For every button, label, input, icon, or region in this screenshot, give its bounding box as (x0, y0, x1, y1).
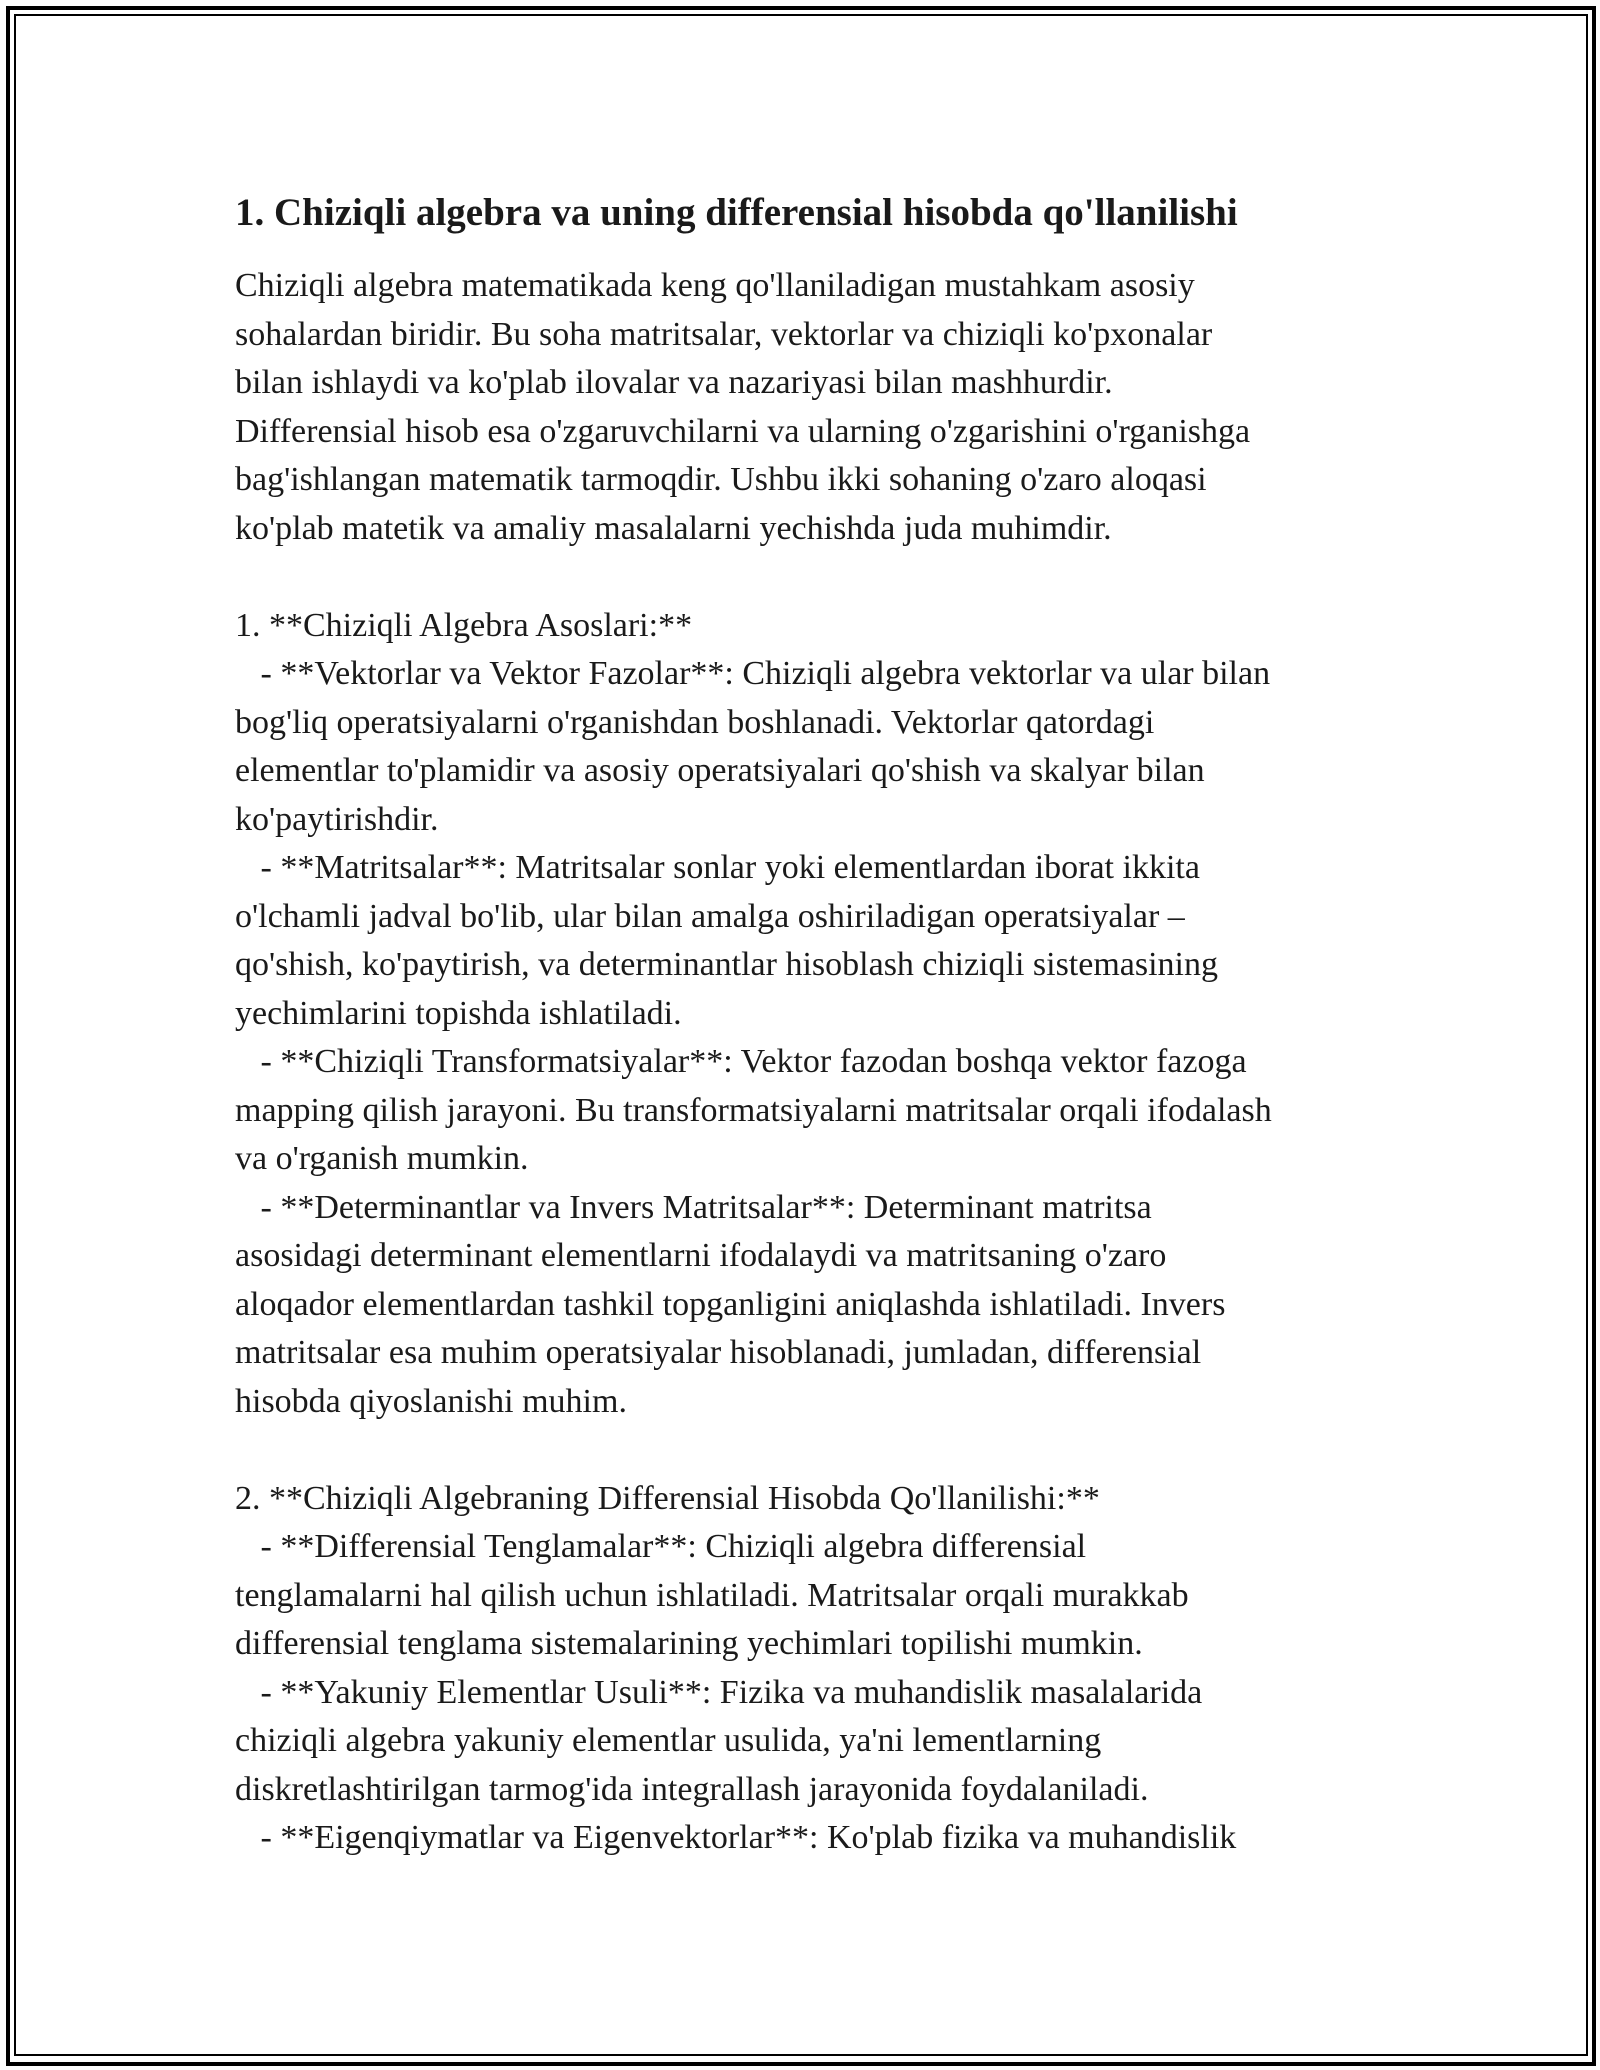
text-line: qo'shish, ko'paytirish, va determinantlar hisoblash chiziqli sistemasining (235, 946, 1218, 983)
list-item-line: - **Vektorlar va Vektor Fazolar**: Chiziqli algebra vektorlar va ular bilan (235, 655, 1271, 692)
text-line: Chiziqli algebra matematikada keng qo'llaniladigan mustahkam asosiy (235, 267, 1195, 304)
text-line: bilan ishlaydi va ko'plab ilovalar va nazariyasi bilan mashhurdir. (235, 364, 1113, 401)
document-title: 1. Chiziqli algebra va uning differensial hisobda qo'llanilishi (235, 191, 1238, 234)
text-line: aloqador elementlardan tashkil topganligini aniqlashda ishlatiladi. Invers (235, 1285, 1226, 1323)
text-line: ko'plab matetik va amaliy masalalarni yechishda juda muhimdir. (235, 509, 1112, 547)
text-line: yechimlarini topishda ishlatiladi. (235, 994, 682, 1032)
section-heading: 2. **Chiziqli Algebraning Differensial Hisobda Qo'llanilishi:** (235, 1479, 1100, 1517)
text-line: va o'rganish mumkin. (235, 1140, 529, 1177)
list-item-line: - **Matritsalar**: Matritsalar sonlar yoki elementlardan iborat ikkita (235, 849, 1200, 886)
intro-paragraph (235, 262, 1385, 553)
text-line: differensial tenglama sistemalarining yechimlari topilishi mumkin. (235, 1625, 1143, 1662)
text-line: bag'ishlangan matematik tarmoqdir. Ushbu ikki sohaning o'zaro aloqasi (235, 461, 1207, 498)
document-page (235, 184, 1385, 1863)
section-2-applications (235, 1475, 1385, 1863)
list-item-line: - **Yakuniy Elementlar Usuli**: Fizika va muhandislik masalalarida (235, 1673, 1203, 1711)
text-line: o'lchamli jadval bo'lib, ular bilan amalga oshiriladigan operatsiyalar – (235, 897, 1185, 935)
blank-line (235, 1426, 1385, 1475)
text-line: bog'liq operatsiyalarni o'rganishdan boshlanadi. Vektorlar qatordagi (235, 703, 1155, 741)
section-1-linear-algebra-basics (235, 602, 1385, 1427)
list-item-line: - **Differensial Tenglamalar**: Chiziqli algebra differensial (235, 1528, 1087, 1565)
text-line: chiziqli algebra yakuniy elementlar usulida, ya'ni lementlarning (235, 1722, 1102, 1759)
list-item-line: - **Eigenqiymatlar va Eigenvektorlar**: Ko'plab fizika va muhandislik (235, 1819, 1237, 1856)
text-line: elementlar to'plamidir va asosiy operatsiyalari qo'shish va skalyar bilan (235, 752, 1205, 789)
text-line: mapping qilish jarayoni. Bu transformatsiyalarni matritsalar orqali ifodalash (235, 1091, 1272, 1129)
text-line: asosidagi determinant elementlarni ifodalaydi va matritsaning o'zaro (235, 1237, 1167, 1274)
blank-line (235, 553, 1385, 602)
list-item-line: - **Determinantlar va Invers Matritsalar**: Determinant matritsa (235, 1188, 1152, 1226)
text-line: hisobda qiyoslanishi muhim. (235, 1382, 627, 1420)
text-line: Differensial hisob esa o'zgaruvchilarni va ularning o'zgarishini o'rganishga (235, 412, 1251, 450)
list-item-line: - **Chiziqli Transformatsiyalar**: Vektor fazodan boshqa vektor fazoga (235, 1043, 1247, 1080)
text-line: matritsalar esa muhim operatsiyalar hisoblanadi, jumladan, differensial (235, 1334, 1202, 1371)
text-line: sohalardan biridir. Bu soha matritsalar, vektorlar va chiziqli ko'pxonalar (235, 315, 1213, 353)
text-line: ko'paytirishdir. (235, 800, 439, 838)
section-heading: 1. **Chiziqli Algebra Asoslari:** (235, 606, 693, 644)
text-line: diskretlashtirilgan tarmog'ida integrallash jarayonida foydalaniladi. (235, 1770, 1149, 1808)
text-line: tenglamalarni hal qilish uchun ishlatiladi. Matritsalar orqali murakkab (235, 1576, 1189, 1614)
